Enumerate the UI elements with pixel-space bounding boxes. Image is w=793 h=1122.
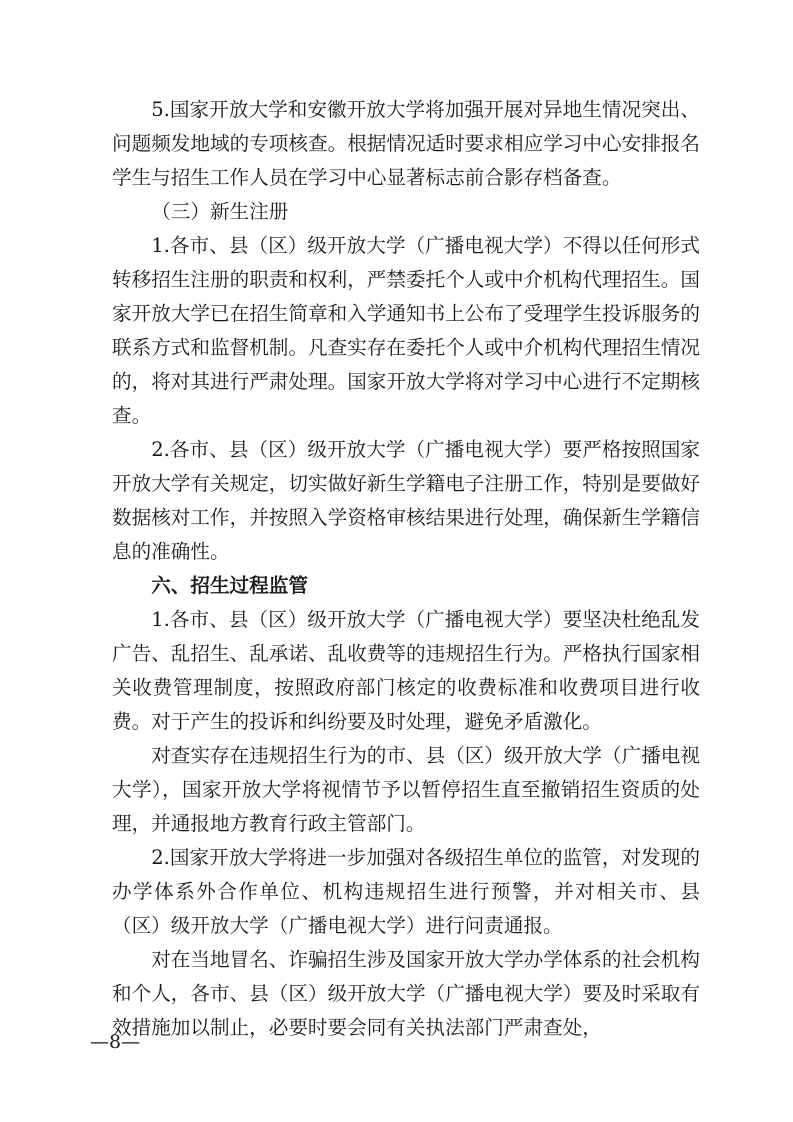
paragraph-supervision-2: 2.国家开放大学将进一步加强对各级招生单位的监管，对发现的办学体系外合作单位、机构违规招生进行预警，并对相关市、县（区）级开放大学（广播电视大学）进行问责通报。 [112,846,700,937]
paragraph-supervision-1: 1.各市、县（区）级开放大学（广播电视大学）要坚决杜绝乱发广告、乱招生、乱承诺、乱收费等的违规招生行为。严格执行国家相关收费管理制度，按照政府部门核定的收费标准和收费项目进行收费。对于产生的投诉和纠纷要及时处理，避免矛盾激化。 [112,608,700,733]
section-heading-enrollment-supervision: 六、招生过程监管 [151,574,308,597]
paragraph-registration-2: 2.各市、县（区）级开放大学（广播电视大学）要严格按照国家开放大学有关规定，切实做好新生学籍电子注册工作，特别是要做好数据核对工作，并按照入学资格审核结果进行处理，确保新生学籍信息的准确性。 [112,438,700,563]
subheading-new-student-registration: （三）新生注册 [151,200,289,223]
page-number: —8— [90,1031,141,1053]
paragraph-item-5: 5.国家开放大学和安徽开放大学将加强开展对异地生情况突出、问题频发地域的专项核查。根据情况适时要求相应学习中心安排报名学生与招生工作人员在学习中心显著标志前合影存档备查。 [112,98,700,189]
paragraph-supervision-penalty: 对查实存在违规招生行为的市、县（区）级开放大学（广播电视大学），国家开放大学将视情节予以暂停招生直至撤销招生资质的处理，并通报地方教育行政主管部门。 [112,744,700,835]
paragraph-fraud-handling: 对在当地冒名、诈骗招生涉及国家开放大学办学体系的社会机构和个人，各市、县（区）级开放大学（广播电视大学）要及时采取有效措施加以制止，必要时要会同有关执法部门严肃查处， [112,948,700,1039]
document-body [112,93,700,1045]
paragraph-registration-1: 1.各市、县（区）级开放大学（广播电视大学）不得以任何形式转移招生注册的职责和权利，严禁委托个人或中介机构代理招生。国家开放大学已在招生简章和入学通知书上公布了受理学生投诉服务的联系方式和监督机制。凡查实存在委托个人或中介机构代理招生情况的，将对其进行严肃处理。国家开放大学将对学习中心进行不定期核查。 [112,234,700,427]
